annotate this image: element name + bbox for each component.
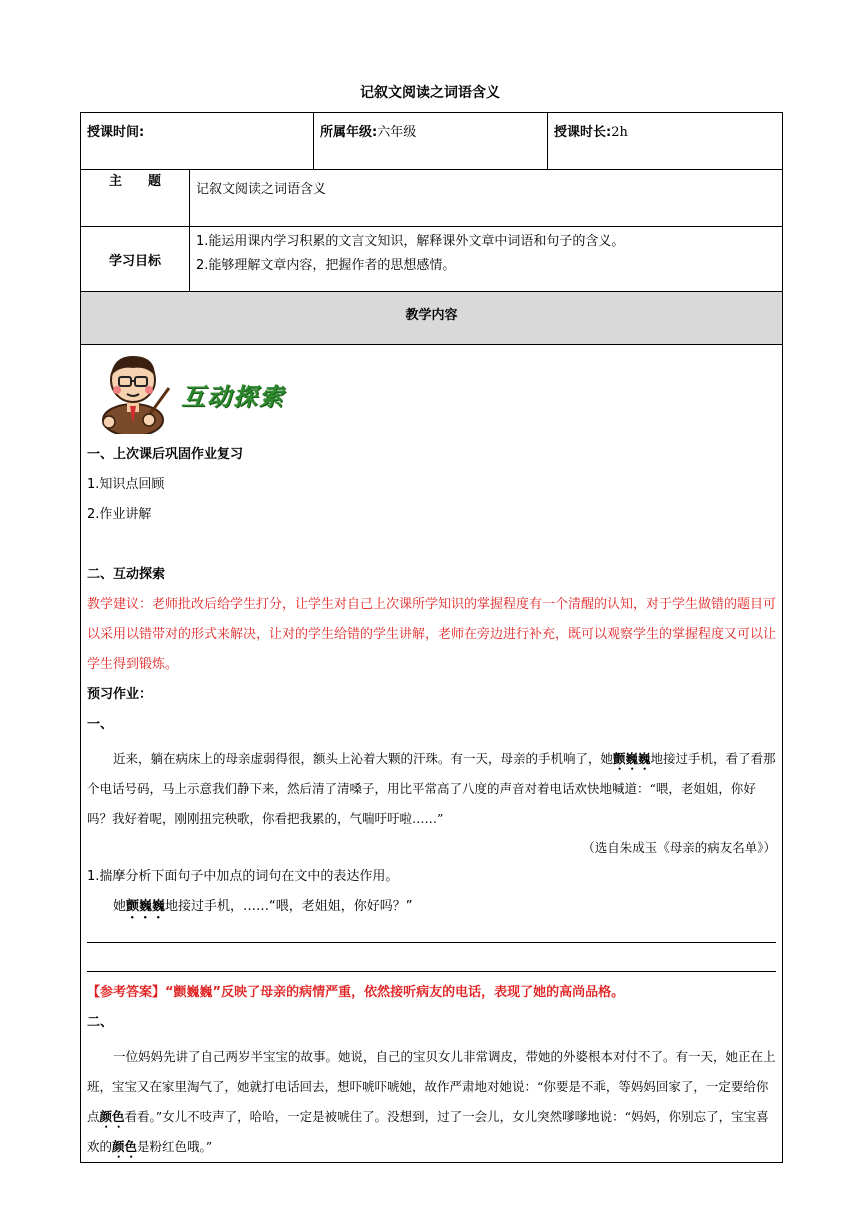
question1-label: 一、 bbox=[87, 717, 114, 732]
grade-cell bbox=[314, 113, 548, 170]
passage-2 bbox=[87, 1042, 776, 1162]
passage-1-text: 近来，躺在病床上的母亲虚弱得很，额头上沁着大颗的汗珠。有一天，母亲的手机响了，她 bbox=[113, 751, 614, 766]
question-1: 1.揣摩分析下面句子中加点的词句在文中的表达作用。 bbox=[87, 869, 399, 884]
grade-value: 六年级 bbox=[377, 125, 417, 140]
banner-title: 互动探索 bbox=[181, 383, 285, 411]
time-label: 授课时间: bbox=[87, 125, 145, 140]
duration-value: 2h bbox=[611, 125, 628, 140]
quote-emphasis: 颤巍巍 bbox=[126, 899, 166, 914]
passage-2-emphasis: 颜色 bbox=[112, 1139, 138, 1154]
passage-2-text: 一位妈妈先讲了自己两岁半宝宝的故事。她说，自己的宝贝女儿非常调皮，带她的外婆根本对付不了。有一天，她正在上班，宝宝又在家里淘气了，她就打电话回去，想吓唬吓唬她，故作严肃地对她说：“你要是不乖，等妈妈回家了，一定要给你点 bbox=[87, 1049, 776, 1124]
passage-1-text: 地接过手机，看了看那个电话号码，马上示意我们静下来，然后清了清嗓子，用比平常高了八度的声音对着电话欢快地喊道：“喂，老姐姐，你好吗？我好着呢，刚刚扭完秧歌，你看把我累的，气喘吁吁啦……” bbox=[87, 751, 776, 826]
quote-text: 她 bbox=[113, 899, 127, 914]
question2-label: 二、 bbox=[87, 1015, 114, 1030]
content-header: 教学内容 bbox=[81, 292, 783, 345]
goals-cell bbox=[190, 227, 783, 292]
time-cell bbox=[81, 113, 314, 170]
quote-line bbox=[87, 892, 776, 922]
document-title: 记叙文阅读之词语含义 bbox=[360, 85, 500, 101]
preview-label: 预习作业： bbox=[87, 687, 153, 702]
passage-1 bbox=[87, 744, 776, 834]
passage-2-text: 是粉红色哦。” bbox=[137, 1139, 213, 1154]
passage-1-source: （选自朱成玉《母亲的病友名单》） bbox=[582, 840, 777, 855]
passage-1-emphasis: 颤巍巍 bbox=[613, 751, 651, 766]
section2-title: 二、互动探索 bbox=[87, 567, 166, 582]
teacher-icon bbox=[97, 350, 179, 434]
topic-label: 主 题 bbox=[81, 170, 190, 227]
section1-title: 一、上次课后巩固作业复习 bbox=[87, 447, 244, 462]
lesson-table bbox=[80, 112, 783, 1163]
duration-label: 授课时长: bbox=[554, 125, 612, 140]
answer-line-2 bbox=[87, 971, 776, 972]
teaching-suggestion: 教学建议：老师批改后给学生打分，让学生对自己上次课所学知识的掌握程度有一个清醒的认知，对于学生做错的题目可以采用以错带对的形式来解决，让对的学生给错的学生讲解，老师在旁边进行补充，既可以观察学生的掌握程度又可以让学生得到锻炼。 bbox=[87, 597, 777, 672]
goal-item: 1.能运用课内学习积累的文言文知识，解释课外文章中词语和句子的含义。 bbox=[196, 234, 625, 249]
passage-2-emphasis: 颜色 bbox=[99, 1109, 125, 1124]
passage-2-text: 看看。”女儿不吱声了，哈哈，一定是被唬住了。没想到，过了一会儿，女儿突然嗲嗲地说：“妈妈，你别忘了，宝宝喜欢的 bbox=[87, 1109, 769, 1154]
topic-value: 记叙文阅读之词语含义 bbox=[190, 170, 783, 227]
grade-label: 所属年级: bbox=[320, 125, 378, 140]
reference-answer: 【参考答案】“颤巍巍”反映了母亲的病情严重，依然接听病友的电话，表现了她的高尚品格。 bbox=[87, 985, 625, 1000]
duration-cell bbox=[548, 113, 783, 170]
section1-item-2: 2.作业讲解 bbox=[87, 507, 152, 522]
section1-item-1: 1.知识点回顾 bbox=[87, 477, 165, 492]
goals-label: 学习目标 bbox=[81, 227, 190, 292]
content-cell bbox=[81, 345, 783, 1163]
banner bbox=[87, 345, 776, 437]
goal-item: 2.能够理解文章内容，把握作者的思想感情。 bbox=[196, 258, 456, 273]
quote-text: 地接过手机，……“喂，老姐姐，你好吗？” bbox=[165, 899, 413, 914]
